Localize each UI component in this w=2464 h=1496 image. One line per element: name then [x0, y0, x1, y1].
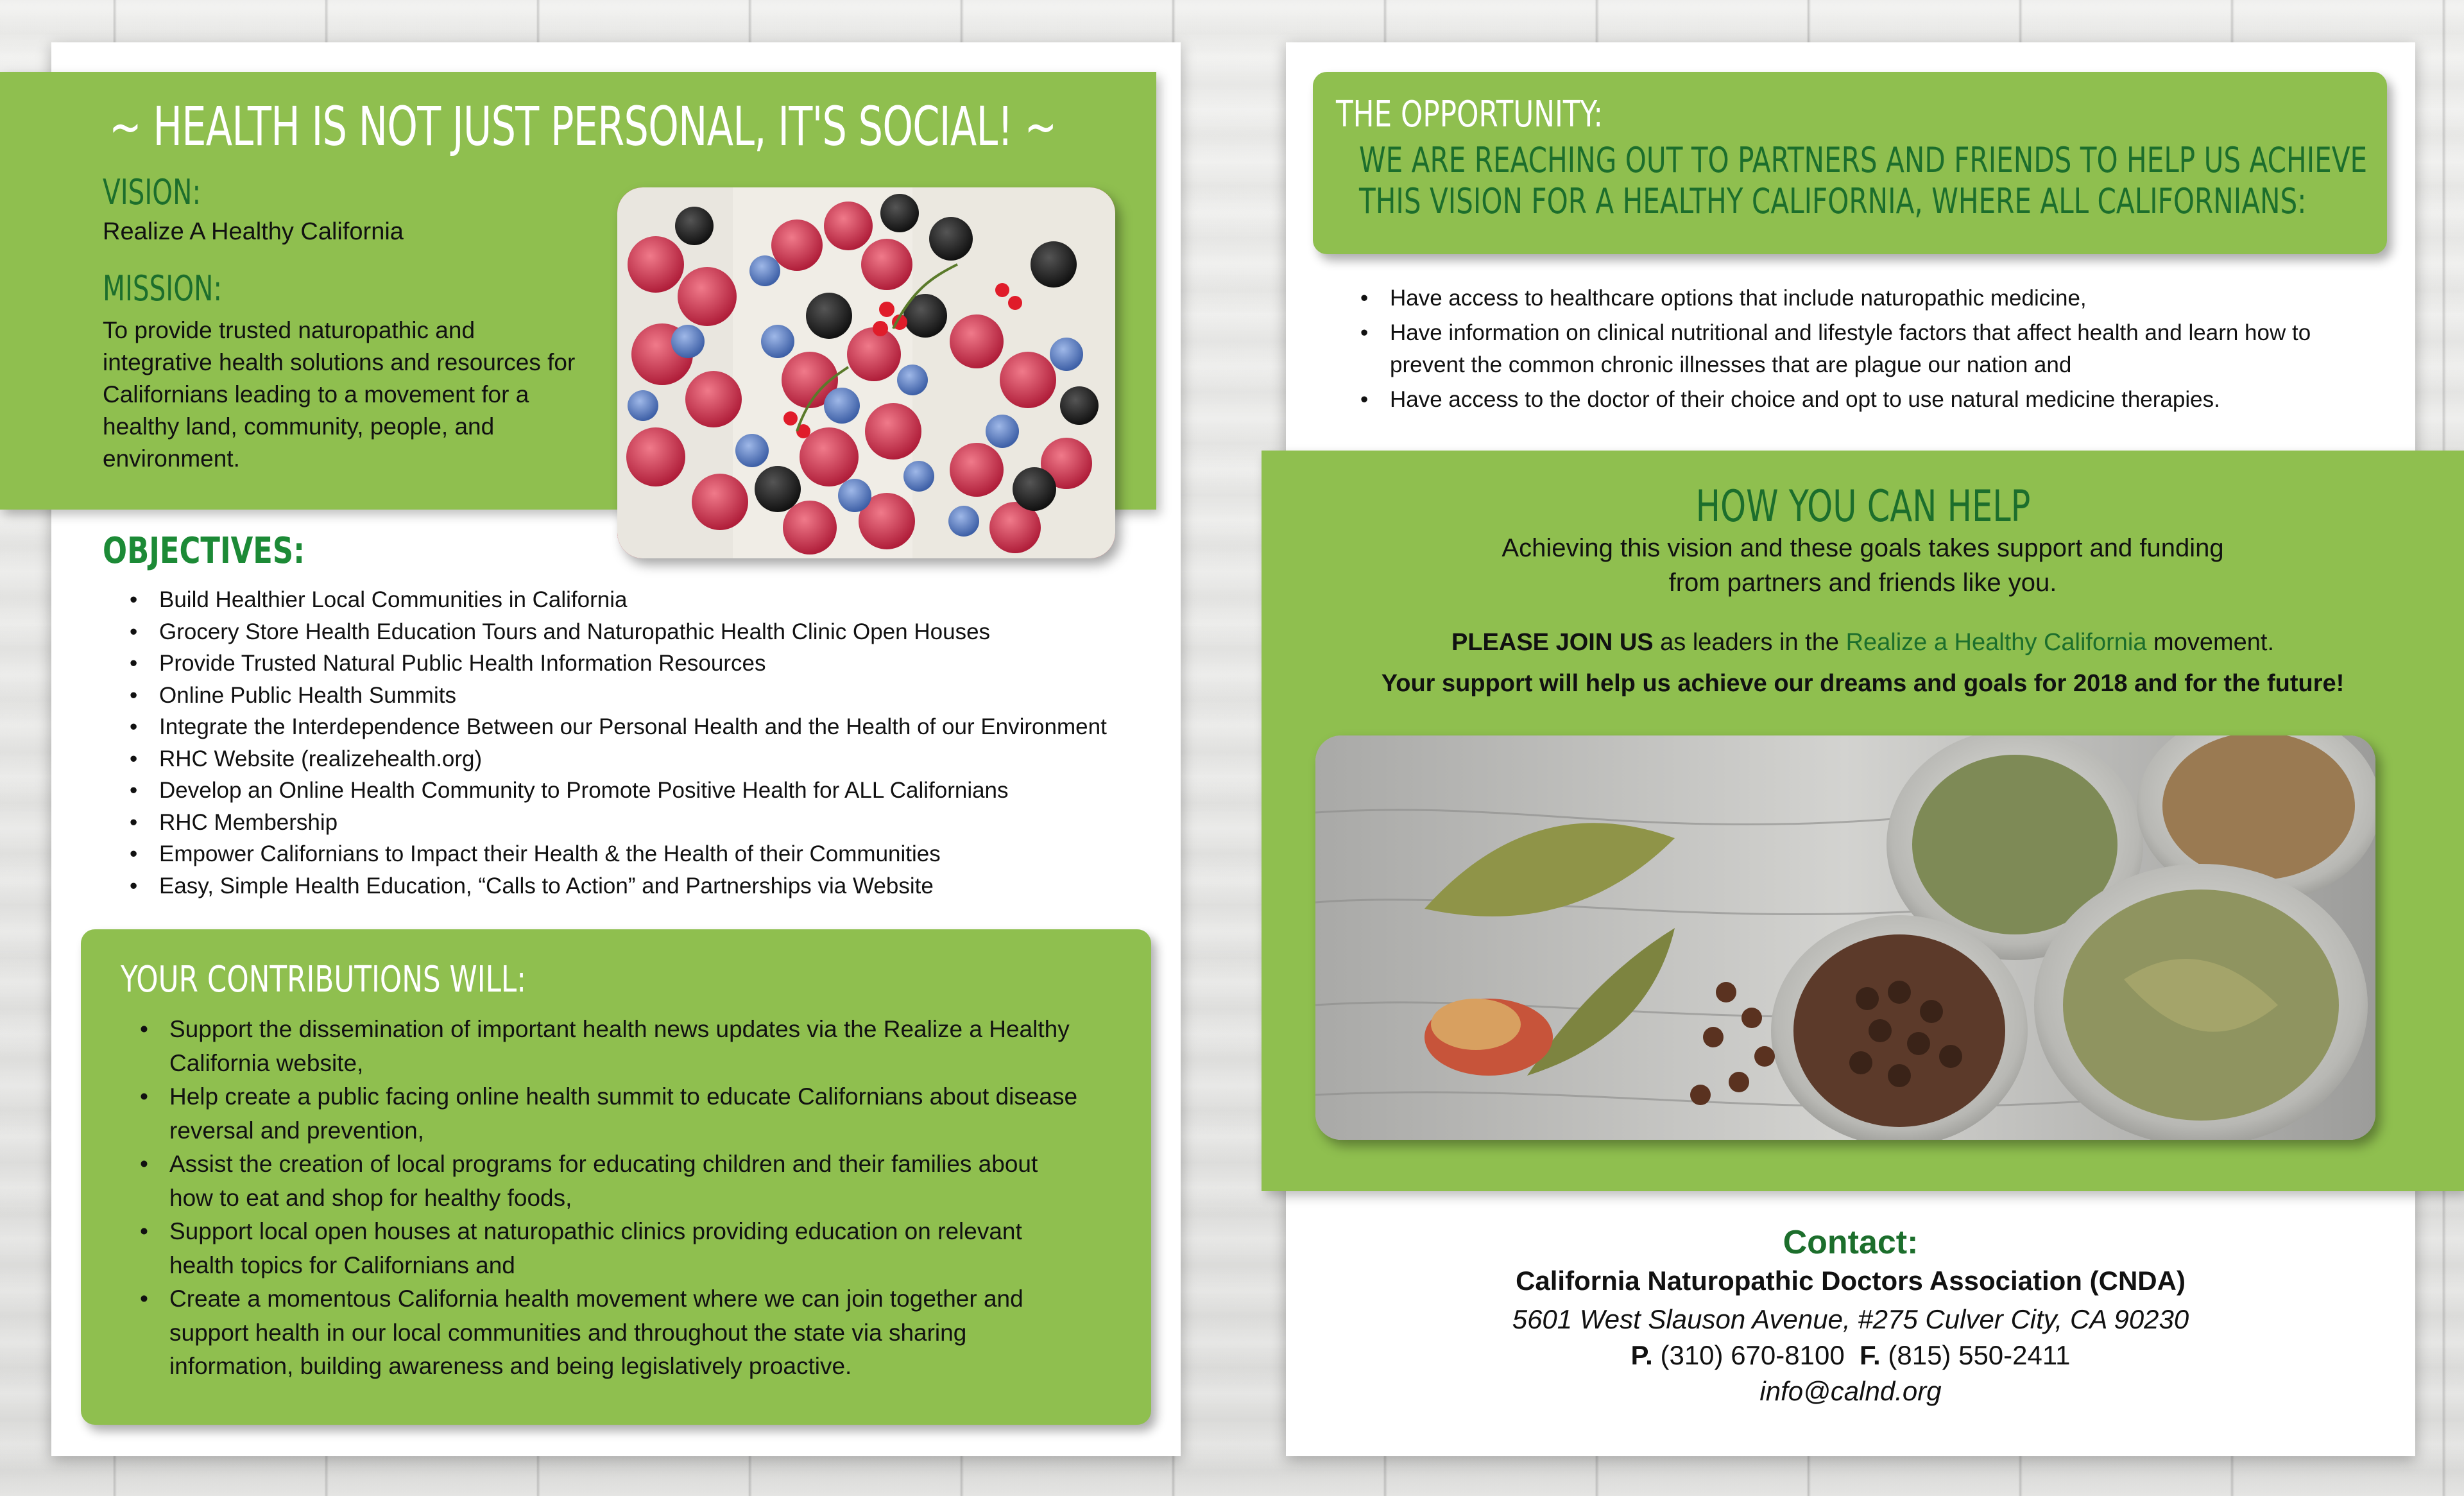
help-heading: HOW YOU CAN HELP: [1695, 481, 2031, 532]
objectives-list: [123, 584, 1187, 902]
objective-item: • RHC Membership: [148, 807, 1187, 839]
contributions-box: [81, 929, 1151, 1425]
support-line: Your support will help us achieve our dreams and goals for 2018 and for the future!: [1381, 670, 2345, 697]
contribution-item: • Support the dissemination of important health news updates via the Realize a Healthy California website,: [158, 1013, 1082, 1080]
banner-title: ~ HEALTH IS NOT JUST PERSONAL, IT'S SOCIAL! ~: [109, 95, 1057, 158]
vision-heading: VISION:: [103, 172, 201, 212]
contact-address: 5601 West Slauson Avenue, #275 Culver City, CA 90230: [1512, 1304, 2189, 1334]
help-line-1: Achieving this vision and these goals takes support and funding: [1502, 534, 2224, 562]
contributions-heading: YOUR CONTRIBUTIONS WILL:: [121, 959, 526, 1001]
berries-illustration: [617, 187, 1115, 558]
berries-image: [617, 187, 1115, 558]
spices-illustration: [1315, 735, 2375, 1140]
contribution-item: • Assist the creation of local programs for educating children and their families about how to eat and shop for healthy foods,: [158, 1148, 1082, 1215]
fax-label: F.: [1860, 1340, 1881, 1370]
contribution-item: • Support local open houses at naturopathic clinics providing education on relevant health topics for Californians and: [158, 1215, 1082, 1282]
join-end: movement.: [2146, 629, 2275, 656]
objective-item: • Online Public Health Summits: [148, 680, 1187, 712]
join-mid: as leaders in the: [1653, 629, 1846, 656]
objective-item: • Build Healthier Local Communities in California: [148, 584, 1187, 616]
objective-item: • Grocery Store Health Education Tours and Naturopathic Health Clinic Open Houses: [148, 616, 1187, 648]
contact-phone-line: [1286, 1340, 2415, 1371]
contribution-item: • Create a momentous California health movement where we can join together and support health in our local communities and throughout the state via sharing information, building awareness and being legislatively proactive.: [158, 1282, 1082, 1384]
opportunity-item: • Have access to the doctor of their choice and opt to use natural medicine therapies.: [1378, 384, 2379, 416]
phone-label: P.: [1630, 1340, 1653, 1370]
opportunity-heading: THE OPPORTUNITY:: [1336, 94, 1604, 135]
contact-org: California Naturopathic Doctors Association (CNDA): [1516, 1266, 2186, 1296]
spices-image: [1315, 735, 2375, 1140]
objective-item: • Easy, Simple Health Education, “Calls to Action” and Partnerships via Website: [148, 870, 1187, 902]
contact-heading: Contact:: [1783, 1224, 1919, 1261]
contribution-item: • Help create a public facing online health summit to educate Californians about disease reversal and prevention,: [158, 1080, 1082, 1148]
opportunity-item: • Have information on clinical nutritional and lifestyle factors that affect health and learn how to prevent the common chronic illnesses that are plague our nation and: [1378, 317, 2379, 381]
objective-item: • Empower Californians to Impact their Health & the Health of their Communities: [148, 838, 1187, 870]
mission-text: To provide trusted naturopathic and integrative health solutions and resources for Californians leading to a movement for a healthy land, community, people, and environment.: [103, 317, 576, 472]
objective-item: • Develop an Online Health Community to Promote Positive Health for ALL Californians: [148, 775, 1187, 807]
opportunity-list: [1354, 282, 2379, 416]
objective-item: • Integrate the Interdependence Between our Personal Health and the Health of our Environment: [148, 711, 1187, 743]
opportunity-box: [1313, 72, 2387, 254]
objective-item: • Provide Trusted Natural Public Health Information Resources: [148, 648, 1187, 680]
objectives-heading: OBJECTIVES:: [103, 530, 305, 572]
vision-text: Realize A Healthy California: [103, 218, 404, 245]
phone-number: (310) 670-8100: [1652, 1340, 1860, 1370]
opportunity-line-1: WE ARE REACHING OUT TO PARTNERS AND FRIENDS TO HELP US ACHIEVE: [1359, 140, 2368, 180]
join-strong: PLEASE JOIN US: [1451, 629, 1654, 656]
contact-email[interactable]: info@calnd.org: [1759, 1376, 1942, 1406]
help-line-2: from partners and friends like you.: [1668, 569, 2057, 597]
opportunity-item: • Have access to healthcare options that include naturopathic medicine,: [1378, 282, 2379, 314]
contributions-list: [133, 1013, 1082, 1384]
objective-item: • RHC Website (realizehealth.org): [148, 743, 1187, 775]
mission-heading: MISSION:: [103, 268, 223, 309]
join-link: Realize a Healthy California: [1845, 629, 2147, 656]
fax-number: (815) 550-2411: [1880, 1340, 2071, 1370]
join-line: [1262, 629, 2464, 657]
opportunity-line-2: THIS VISION FOR A HEALTHY CALIFORNIA, WHERE ALL CALIFORNIANS:: [1359, 181, 2307, 221]
